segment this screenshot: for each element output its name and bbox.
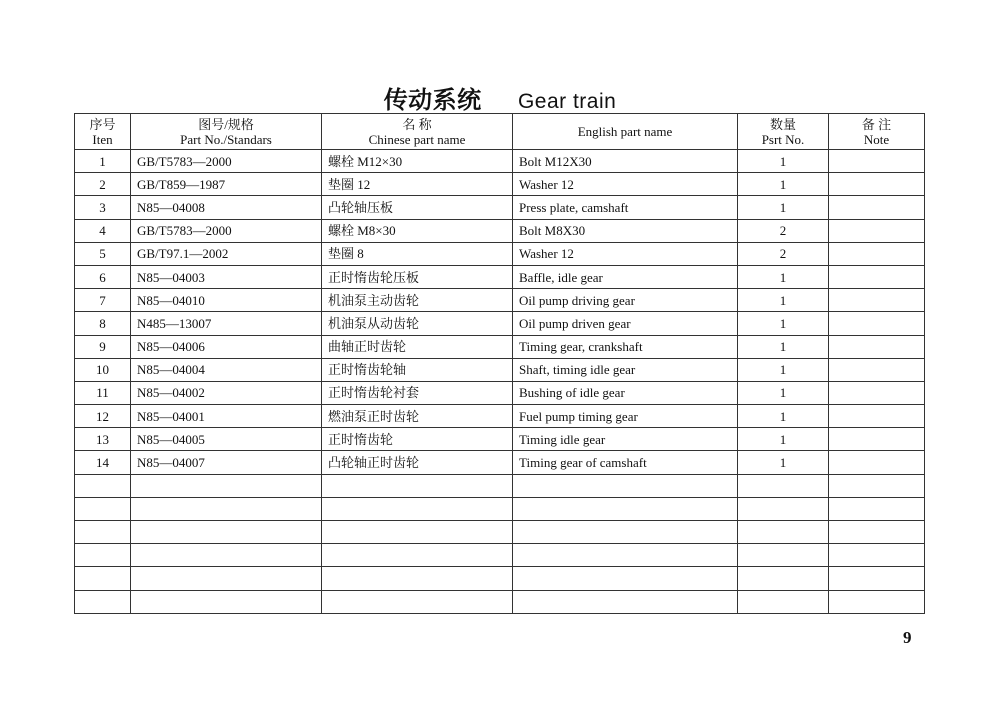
header-quantity: 数量 Psrt No. — [738, 114, 829, 150]
cell-english-name: Timing gear of camshaft — [513, 451, 738, 474]
cell-chinese-name: 垫圈 8 — [322, 242, 513, 265]
header-part-no: 图号/规格 Part No./Standars — [131, 114, 322, 150]
table-row — [75, 544, 925, 567]
header-row — [75, 114, 925, 150]
cell-item-number — [75, 544, 131, 567]
table-row — [75, 590, 925, 613]
cell-item-number: 8 — [75, 312, 131, 335]
table-body — [75, 150, 925, 614]
cell-item-number: 10 — [75, 358, 131, 381]
cell-quantity: 1 — [738, 196, 829, 219]
cell-item-number — [75, 590, 131, 613]
cell-item-number: 1 — [75, 150, 131, 173]
table-row — [75, 451, 925, 474]
cell-english-name: Bolt M8X30 — [513, 219, 738, 242]
header-english-name: English part name — [513, 114, 738, 150]
header-item: 序号 Iten — [75, 114, 131, 150]
cell-chinese-name — [322, 567, 513, 590]
table-row — [75, 428, 925, 451]
title-chinese: 传动系统 — [383, 88, 482, 114]
table-row — [75, 405, 925, 428]
cell-english-name: Fuel pump timing gear — [513, 405, 738, 428]
table-row — [75, 567, 925, 590]
cell-english-name: Timing idle gear — [513, 428, 738, 451]
page-title — [0, 80, 1000, 115]
cell-english-name — [513, 567, 738, 590]
cell-item-number: 12 — [75, 405, 131, 428]
cell-chinese-name: 垫圈 12 — [322, 173, 513, 196]
cell-part-number: N85—04008 — [131, 196, 322, 219]
cell-note — [829, 265, 925, 288]
table-row — [75, 312, 925, 335]
cell-chinese-name — [322, 544, 513, 567]
cell-note — [829, 567, 925, 590]
cell-item-number — [75, 474, 131, 497]
cell-quantity: 1 — [738, 381, 829, 404]
cell-english-name: Oil pump driven gear — [513, 312, 738, 335]
cell-english-name — [513, 590, 738, 613]
cell-item-number: 2 — [75, 173, 131, 196]
cell-english-name: Press plate, camshaft — [513, 196, 738, 219]
cell-chinese-name: 正时惰齿轮衬套 — [322, 381, 513, 404]
cell-note — [829, 289, 925, 312]
table-header — [75, 114, 925, 150]
cell-part-number: GB/T5783—2000 — [131, 219, 322, 242]
table-row — [75, 173, 925, 196]
cell-note — [829, 242, 925, 265]
header-chinese-name: 名 称 Chinese part name — [322, 114, 513, 150]
table-row — [75, 219, 925, 242]
cell-quantity: 2 — [738, 242, 829, 265]
cell-english-name: Shaft, timing idle gear — [513, 358, 738, 381]
cell-note — [829, 381, 925, 404]
cell-item-number: 5 — [75, 242, 131, 265]
table-row — [75, 497, 925, 520]
table-row — [75, 335, 925, 358]
cell-chinese-name: 机油泵从动齿轮 — [322, 312, 513, 335]
cell-quantity: 1 — [738, 265, 829, 288]
cell-part-number: N85—04001 — [131, 405, 322, 428]
cell-chinese-name: 曲轴正时齿轮 — [322, 335, 513, 358]
parts-table — [74, 113, 925, 614]
cell-note — [829, 150, 925, 173]
cell-part-number: GB/T97.1—2002 — [131, 242, 322, 265]
table-row — [75, 474, 925, 497]
cell-part-number — [131, 544, 322, 567]
table-row — [75, 381, 925, 404]
cell-chinese-name: 燃油泵正时齿轮 — [322, 405, 513, 428]
cell-chinese-name — [322, 474, 513, 497]
cell-english-name: Washer 12 — [513, 173, 738, 196]
cell-part-number — [131, 567, 322, 590]
cell-english-name — [513, 544, 738, 567]
cell-quantity: 2 — [738, 219, 829, 242]
cell-english-name: Baffle, idle gear — [513, 265, 738, 288]
cell-quantity: 1 — [738, 358, 829, 381]
cell-item-number: 14 — [75, 451, 131, 474]
cell-quantity: 1 — [738, 312, 829, 335]
cell-part-number: N85—04010 — [131, 289, 322, 312]
cell-note — [829, 544, 925, 567]
cell-note — [829, 474, 925, 497]
cell-quantity: 1 — [738, 451, 829, 474]
cell-note — [829, 335, 925, 358]
cell-quantity — [738, 474, 829, 497]
cell-part-number: GB/T859—1987 — [131, 173, 322, 196]
cell-part-number: N85—04005 — [131, 428, 322, 451]
cell-part-number: N85—04006 — [131, 335, 322, 358]
table-row — [75, 150, 925, 173]
cell-part-number: GB/T5783—2000 — [131, 150, 322, 173]
table-row — [75, 521, 925, 544]
cell-chinese-name: 凸轮轴正时齿轮 — [322, 451, 513, 474]
cell-part-number: N85—04002 — [131, 381, 322, 404]
cell-part-number — [131, 474, 322, 497]
cell-english-name — [513, 497, 738, 520]
cell-chinese-name: 螺栓 M12×30 — [322, 150, 513, 173]
cell-item-number: 11 — [75, 381, 131, 404]
table-row — [75, 265, 925, 288]
table-row — [75, 358, 925, 381]
cell-quantity: 1 — [738, 428, 829, 451]
cell-note — [829, 358, 925, 381]
cell-quantity — [738, 497, 829, 520]
cell-quantity: 1 — [738, 335, 829, 358]
cell-chinese-name — [322, 497, 513, 520]
table-row — [75, 289, 925, 312]
cell-english-name: Bolt M12X30 — [513, 150, 738, 173]
cell-item-number: 4 — [75, 219, 131, 242]
cell-chinese-name: 螺栓 M8×30 — [322, 219, 513, 242]
cell-note — [829, 196, 925, 219]
cell-chinese-name: 正时惰齿轮轴 — [322, 358, 513, 381]
cell-part-number: N85—04003 — [131, 265, 322, 288]
cell-note — [829, 405, 925, 428]
cell-quantity — [738, 567, 829, 590]
cell-english-name — [513, 474, 738, 497]
cell-chinese-name: 正时惰齿轮 — [322, 428, 513, 451]
cell-quantity: 1 — [738, 289, 829, 312]
cell-item-number: 3 — [75, 196, 131, 219]
cell-chinese-name: 正时惰齿轮压板 — [322, 265, 513, 288]
cell-note — [829, 521, 925, 544]
cell-english-name: Timing gear, crankshaft — [513, 335, 738, 358]
cell-note — [829, 451, 925, 474]
table-row — [75, 196, 925, 219]
cell-part-number: N485—13007 — [131, 312, 322, 335]
cell-item-number — [75, 567, 131, 590]
cell-english-name: Oil pump driving gear — [513, 289, 738, 312]
cell-note — [829, 428, 925, 451]
title-english: Gear train — [517, 90, 617, 113]
cell-item-number: 6 — [75, 265, 131, 288]
cell-quantity: 1 — [738, 150, 829, 173]
cell-part-number — [131, 521, 322, 544]
page-number: 9 — [903, 628, 912, 647]
cell-part-number — [131, 590, 322, 613]
cell-english-name — [513, 521, 738, 544]
cell-note — [829, 590, 925, 613]
cell-part-number: N85—04004 — [131, 358, 322, 381]
cell-quantity: 1 — [738, 173, 829, 196]
cell-note — [829, 497, 925, 520]
cell-chinese-name: 机油泵主动齿轮 — [322, 289, 513, 312]
cell-chinese-name — [322, 590, 513, 613]
cell-part-number — [131, 497, 322, 520]
cell-quantity — [738, 590, 829, 613]
cell-chinese-name: 凸轮轴压板 — [322, 196, 513, 219]
cell-quantity — [738, 521, 829, 544]
cell-note — [829, 219, 925, 242]
cell-quantity: 1 — [738, 405, 829, 428]
cell-item-number — [75, 497, 131, 520]
cell-note — [829, 173, 925, 196]
cell-note — [829, 312, 925, 335]
cell-quantity — [738, 544, 829, 567]
cell-item-number: 7 — [75, 289, 131, 312]
cell-english-name: Bushing of idle gear — [513, 381, 738, 404]
cell-chinese-name — [322, 521, 513, 544]
cell-english-name: Washer 12 — [513, 242, 738, 265]
table-row — [75, 242, 925, 265]
cell-item-number: 9 — [75, 335, 131, 358]
cell-item-number: 13 — [75, 428, 131, 451]
cell-item-number — [75, 521, 131, 544]
header-note: 备 注 Note — [829, 114, 925, 150]
cell-part-number: N85—04007 — [131, 451, 322, 474]
